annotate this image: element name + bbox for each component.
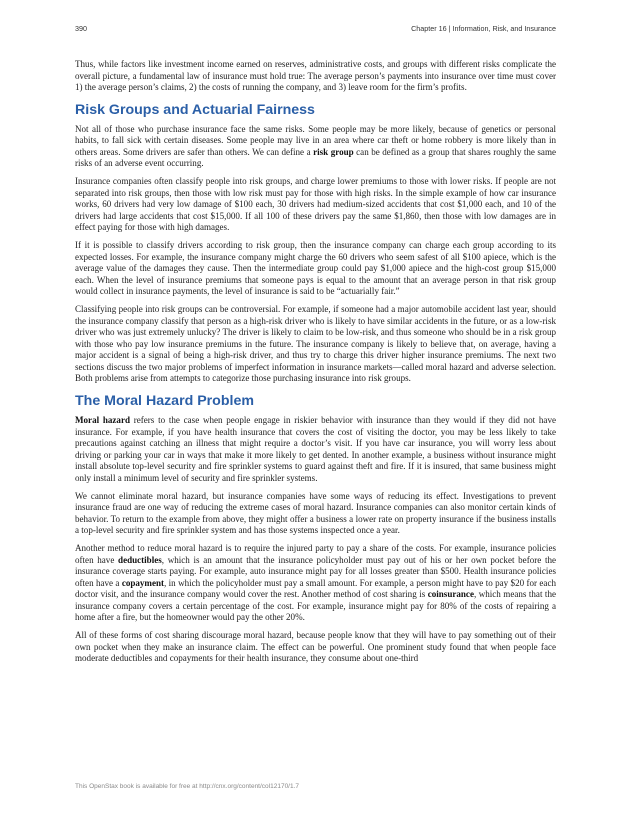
text-span: refers to the case when people engage in riskier behavior with insurance than they would if they did not have insurance. For example, if you have health insurance that covers the cost of visiting the doctor, you may be less likely to take precautions against catching an illness that might require a doctor’s visit. If you have car insurance, you will worry less about driving or parking your car in ways that make it more likely to get dented. In another example, a business without insurance might install absolute top-level security and fire sprinkler systems to guard against theft and fire. If it is insured, that same business might only install a minimum level of security and fire sprinkler systems. <box>75 415 556 483</box>
moral-hazard-paragraph-1 <box>75 415 556 484</box>
risk-groups-paragraph-2: Insurance companies often classify people into risk groups, and charge lower premiums to those with lower risks. If people are not separated into risk groups, then those with low risk must pay for those with high risks. In the simple example of how car insurance works, 60 drivers had very low damage of $100 each, 30 drivers had medium-sized accidents that cost $1,000 each, and 10 of the drivers had large accidents that cost $15,000. If all 100 of these drivers pay the same $1,860, then those with low damages are in effect paying for those with high damages. <box>75 176 556 233</box>
running-header <box>75 24 556 36</box>
risk-groups-paragraph-1 <box>75 124 556 170</box>
text-span: can be defined as a group that shares roughly the same risks of an adverse event occurring. <box>75 146 557 169</box>
key-term-moral-hazard: Moral hazard <box>75 415 130 426</box>
heading-moral-hazard: The Moral Hazard Problem <box>75 393 254 410</box>
body-text <box>75 59 556 671</box>
risk-groups-paragraph-3: If it is possible to classify drivers according to risk group, then the insurance company can charge each group according to its expected losses. For example, the insurance company might charge the 60 drivers who seem safest of all $100 apiece, which is the average value of the damages they cause. Then the intermediate group could pay $1,000 apiece and the high-cost group $15,000 each. When the level of insurance premiums that someone pays is equal to the amount that an average person in that risk group would collect in insurance payments, the level of insurance is said to be “actuarially fair.” <box>75 240 556 297</box>
intro-paragraph: Thus, while factors like investment income earned on reserves, administrative costs, and groups with different risks complicate the overall picture, a fundamental law of insurance must hold true: The average person’s payments into insurance over time must cover 1) the average person’s claims, 2) the costs of running the company, and 3) leave room for the firm’s profits. <box>75 59 556 93</box>
key-term-risk-group: risk group <box>313 146 354 157</box>
key-term-copayment: copayment <box>121 577 165 588</box>
moral-hazard-paragraph-4: All of these forms of cost sharing discourage moral hazard, because people know that they will have to pay something out of their own pocket when they make an insurance claim. The effect can be powerful. One prominent study found that when people face moderate deductibles and copayments for their health insurance, they consume about one-third <box>75 630 556 664</box>
footer-note: This OpenStax book is available for free at http://cnx.org/content/col12170/1.7 <box>75 783 300 790</box>
key-term-coinsurance: coinsurance <box>427 589 474 600</box>
moral-hazard-paragraph-2: We cannot eliminate moral hazard, but insurance companies have some ways of reducing its effect. Investigations to prevent insurance fraud are one way of reducing the extreme cases of moral hazard. Insurance companies can also monitor certain kinds of behavior. To return to the example from above, they might offer a business a lower rate on property insurance if the business installs a top-level security and fire sprinkler system and has those systems inspected once a year. <box>75 490 556 536</box>
page-number: 390 <box>75 24 87 33</box>
risk-groups-paragraph-4: Classifying people into risk groups can be controversial. For example, if someone had a major automobile accident last year, should the insurance company classify that person as a high-risk driver who is likely to have similar accidents in the future, or as a low-risk driver who was just extremely unlucky? The driver is likely to claim to be low-risk, and thus someone who should be in a risk group with those who pay low insurance premiums in the future. The insurance company is likely to believe that, on average, having a major accident is a signal of being a high-risk driver, and thus try to charge this driver higher insurance premiums. The next two sections discuss the two major problems of imperfect information in insurance markets—called moral hazard and adverse selection. Both problems arise from attempts to categorize those purchasing insurance into risk groups. <box>75 304 556 384</box>
text-span: Not all of those who purchase insurance face the same risks. Some people may be more likely, because of genetics or personal habits, to fall sick with certain diseases. Some people may live in an area where car theft or home robbery is more likely than in others areas. Some drivers are safer than others. We can define a <box>75 123 556 157</box>
heading-risk-groups: Risk Groups and Actuarial Fairness <box>75 101 315 118</box>
moral-hazard-paragraph-3 <box>75 543 556 624</box>
text-span: Another method to reduce moral hazard is to require the injured party to pay a share of the costs. For example, insurance policies often have <box>75 543 556 565</box>
key-term-deductibles: deductibles <box>118 554 162 565</box>
chapter-title: Chapter 16 | Information, Risk, and Insurance <box>411 24 556 33</box>
text-span: , in which the policyholder must pay a small amount. For example, a person might have to pay $20 for each doctor visit, and the insurance company would cover the rest. Another method of cost sharing is <box>75 577 556 600</box>
text-span: , which means that the insurance company covers a certain percentage of the cost. For example, insurance might pay for 80% of the costs of repairing a home after a fire, but the homeowner would pay the other 20%. <box>75 589 556 623</box>
text-span: , which is an amount that the insurance policyholder must pay out of his or her own pocket before the insurance coverage starts paying. For example, auto insurance might pay for all losses greater than $500. Health insurance policies often have a <box>75 554 556 588</box>
